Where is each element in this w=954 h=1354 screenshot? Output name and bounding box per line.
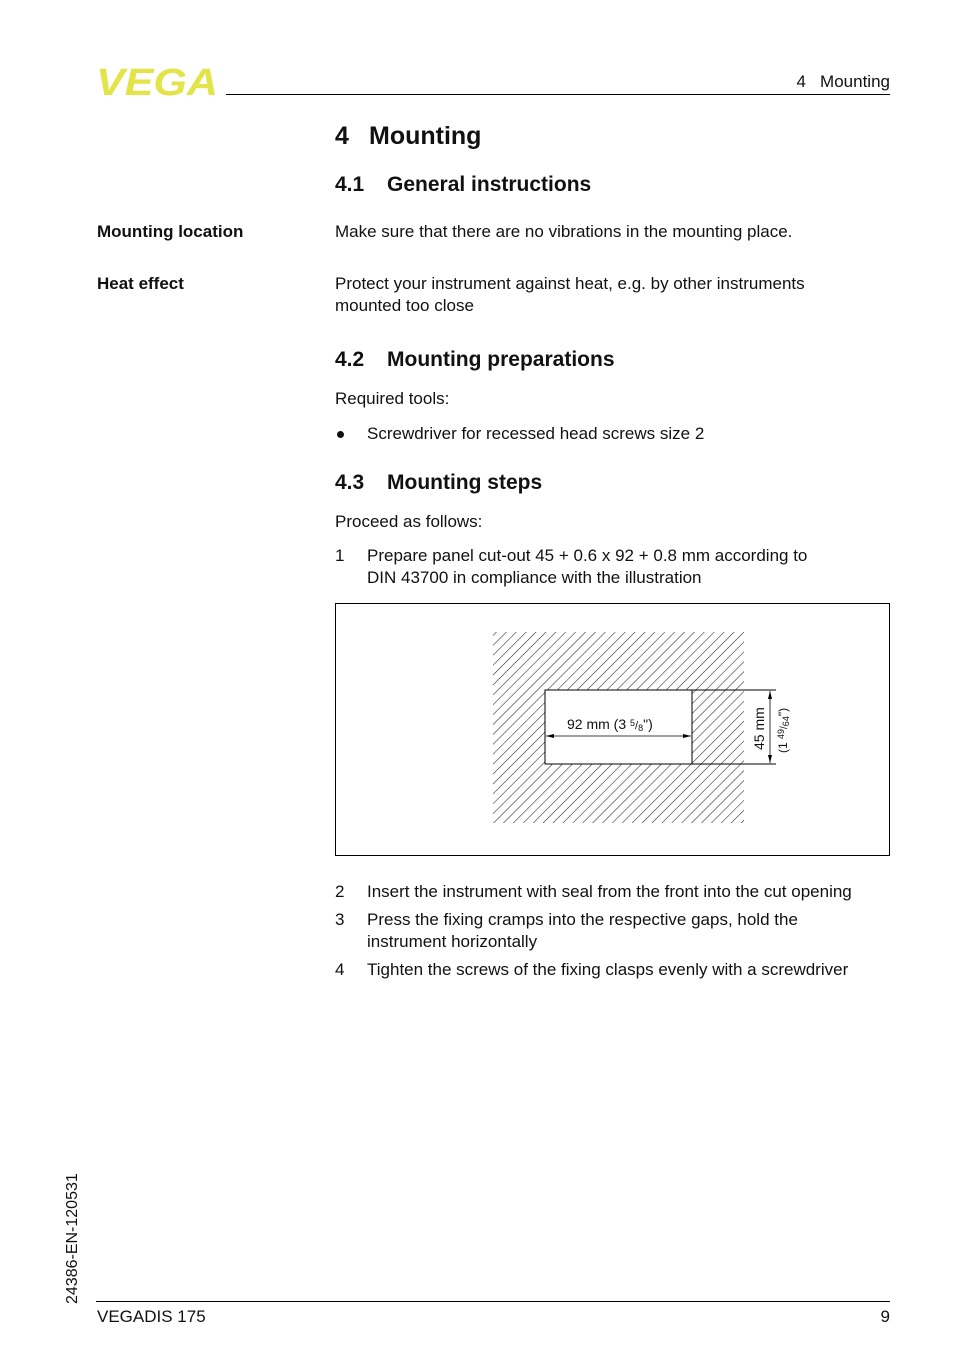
heat-effect-line: mounted too close bbox=[335, 296, 474, 315]
page-number: 9 bbox=[880, 1307, 890, 1326]
required-tools-intro: Required tools: bbox=[335, 389, 450, 408]
section-heading-preparations bbox=[335, 348, 615, 372]
section-number: 4.3 bbox=[335, 471, 365, 494]
steps-intro: Proceed as follows: bbox=[335, 512, 483, 531]
section-title: Mounting preparations bbox=[387, 348, 615, 371]
tool-list-item bbox=[335, 423, 890, 445]
step-text-line: Tighten the screws of the fixing clasps evenly with a screwdriver bbox=[367, 960, 849, 979]
step-text-line: Insert the instrument with seal from the front into the cut opening bbox=[367, 882, 852, 901]
step-number: 1 bbox=[335, 546, 345, 565]
document-id: 24386-EN-120531 bbox=[64, 1173, 81, 1304]
vega-logo bbox=[96, 64, 220, 98]
mounting-location-text: Make sure that there are no vibrations in the mounting place. bbox=[335, 222, 793, 241]
panel-cutout-figure bbox=[335, 603, 890, 856]
step-item bbox=[335, 959, 890, 981]
margin-label-heat-effect: Heat effect bbox=[97, 274, 184, 293]
heat-effect-line: Protect your instrument against heat, e.g. by other instruments bbox=[335, 274, 805, 293]
step-text-line: instrument horizontally bbox=[367, 932, 538, 951]
section-number: 4.1 bbox=[335, 173, 365, 196]
logo-text: VEGA bbox=[96, 64, 218, 98]
height-inch-label: (1 $^{49}_/$64") bbox=[776, 707, 791, 753]
footer-rule bbox=[96, 1301, 890, 1302]
section-title: Mounting steps bbox=[387, 471, 543, 494]
header-section-title: 4 Mounting bbox=[796, 72, 890, 91]
section-number: 4.2 bbox=[335, 348, 365, 371]
bullet-icon bbox=[337, 431, 344, 438]
step-number: 4 bbox=[335, 960, 345, 979]
step-number: 3 bbox=[335, 910, 345, 929]
arrow-down-icon bbox=[768, 755, 772, 763]
chapter-number: 4 bbox=[335, 122, 349, 150]
step-text-line: DIN 43700 in compliance with the illustration bbox=[367, 568, 702, 587]
step-number: 2 bbox=[335, 882, 345, 901]
footer-product-name: VEGADIS 175 bbox=[97, 1307, 206, 1326]
section-heading-general bbox=[335, 173, 591, 197]
step-item bbox=[335, 545, 890, 589]
chapter-title: Mounting bbox=[369, 122, 482, 150]
step-item bbox=[335, 909, 890, 953]
margin-label-mounting-location: Mounting location bbox=[97, 222, 244, 241]
cutout-drawing bbox=[336, 604, 889, 855]
arrow-up-icon bbox=[768, 691, 772, 699]
height-dimension-label: 45 mm bbox=[751, 707, 767, 750]
step-text-line: Prepare panel cut-out 45 + 0.6 x 92 + 0.8 mm according to bbox=[367, 546, 808, 565]
width-dimension-label: 92 mm (3 $^5_/$8") bbox=[567, 716, 653, 733]
step-item bbox=[335, 881, 890, 903]
section-title: General instructions bbox=[387, 173, 592, 196]
tool-text: Screwdriver for recessed head screws size 2 bbox=[367, 424, 705, 443]
step-text-line: Press the fixing cramps into the respective gaps, hold the bbox=[367, 910, 798, 929]
chapter-heading bbox=[335, 122, 481, 151]
section-heading-steps bbox=[335, 471, 542, 495]
heat-effect-text bbox=[335, 273, 890, 317]
header-rule bbox=[226, 94, 890, 95]
